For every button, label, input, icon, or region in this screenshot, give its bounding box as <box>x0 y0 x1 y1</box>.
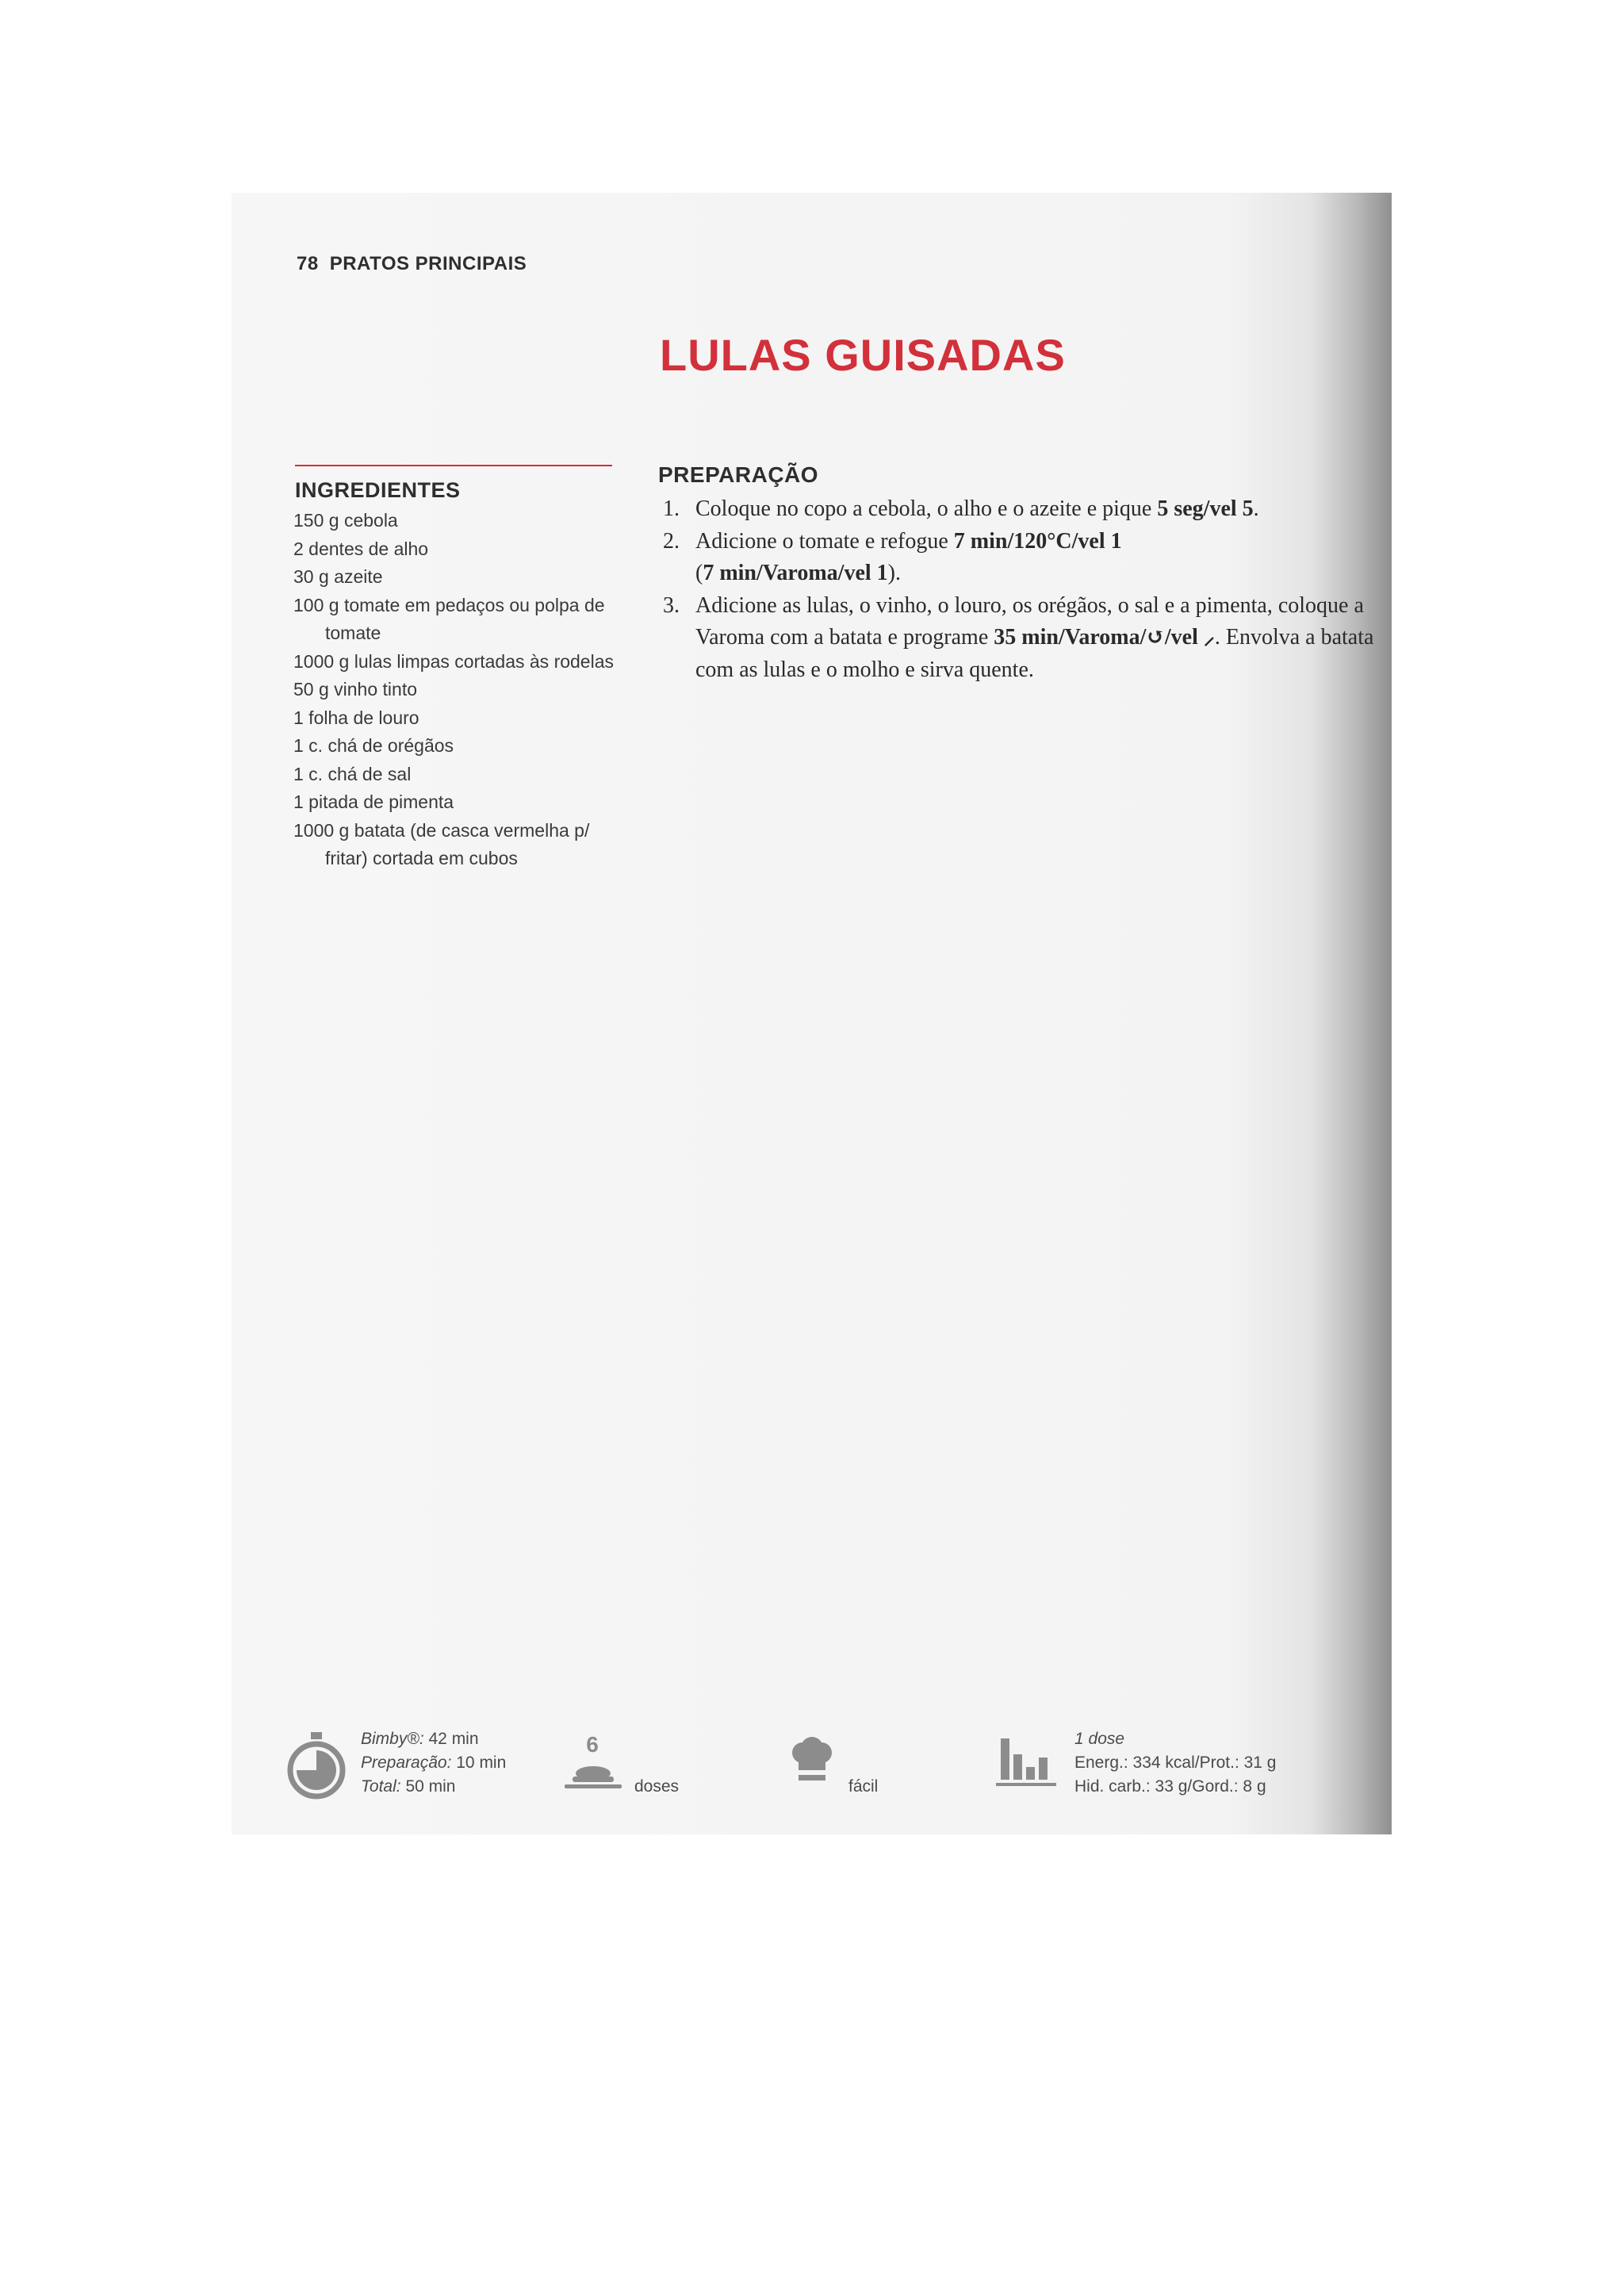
nutrition-line: Energ.: 334 kcal/Prot.: 31 g <box>1074 1754 1277 1772</box>
step-number: 3. <box>663 592 680 618</box>
timer-icon <box>287 1732 346 1804</box>
book-page <box>232 193 1392 1834</box>
step-text: Coloque no copo a cebola, o alho e o azeite e pique <box>695 496 1158 521</box>
ingredient-item: 1000 g lulas limpas cortadas às rodelas <box>293 650 615 672</box>
ingredients-heading: INGREDIENTES <box>295 478 461 502</box>
recipe-title: LULAS GUISADAS <box>660 330 1066 380</box>
ingredient-item: 30 g azeite <box>293 566 383 587</box>
step-number: 1. <box>663 496 680 521</box>
step-setting: 7 min/120°C/vel 1 <box>953 528 1122 554</box>
step-item <box>663 526 1377 590</box>
prep-time: 10 min <box>456 1754 507 1772</box>
total-time: 50 min <box>405 1777 456 1796</box>
step-setting: 35 min/Varoma/↺/vel ⸝ <box>994 625 1215 650</box>
step-text: . <box>1253 496 1259 521</box>
recipe-footer <box>232 1727 1392 1815</box>
ingredient-item: 1 c. chá de sal <box>293 763 412 784</box>
difficulty-label: fácil <box>848 1777 879 1796</box>
time-info <box>361 1727 506 1799</box>
step-item <box>663 493 1377 526</box>
step-text: ( <box>695 561 703 585</box>
step-number: 2. <box>663 528 680 554</box>
step-text: Adicione as lulas, o vinho, o louro, os orégãos, o sal e a pimenta, coloque a Varoma com a batata e programe <box>695 592 1364 650</box>
preparation-heading: PREPARAÇÃO <box>658 462 819 487</box>
section-title: PRATOS PRINCIPAIS <box>329 253 527 274</box>
ingredients-divider <box>295 465 612 466</box>
chef-hat-icon <box>788 1737 836 1790</box>
step-text: . Envolva a batata com as lulas e o molho e sirva quente. <box>695 625 1374 682</box>
prep-label: Preparação: <box>361 1754 452 1772</box>
bimby-time: 42 min <box>428 1730 479 1748</box>
step-setting: 5 seg/vel 5 <box>1157 496 1254 521</box>
step-setting: 7 min/Varoma/vel 1 <box>703 561 888 585</box>
step-item <box>663 590 1377 687</box>
nutrition-line: Hid. carb.: 33 g/Gord.: 8 g <box>1074 1777 1266 1796</box>
ingredient-item: 50 g vinho tinto <box>293 679 418 700</box>
servings-count: 6 <box>586 1732 599 1757</box>
dose-label: 1 dose <box>1074 1730 1125 1748</box>
servings-label: doses <box>634 1777 680 1796</box>
ingredient-item: 1000 g batata (de casca vermelha p/ fritar) cortada em cubos <box>293 819 590 868</box>
nutrition-info <box>1074 1727 1276 1799</box>
step-text: Adicione o tomate e refogue <box>695 528 954 554</box>
ingredients-list <box>293 507 626 873</box>
total-label: Total: <box>361 1777 401 1796</box>
ingredient-item: 150 g cebola <box>293 510 398 531</box>
nutrition-chart-icon <box>996 1737 1056 1792</box>
page-header <box>297 253 527 275</box>
page-number: 78 <box>297 253 319 274</box>
bimby-label: Bimby®: <box>361 1730 424 1748</box>
preparation-steps <box>663 493 1377 686</box>
step-text: ). <box>887 561 901 585</box>
ingredient-item: 100 g tomate em pedaços ou polpa de tomate <box>293 594 605 643</box>
ingredient-item: 1 pitada de pimenta <box>293 792 454 812</box>
ingredient-item: 1 folha de louro <box>293 707 419 728</box>
dish-icon <box>563 1761 623 1796</box>
ingredient-item: 2 dentes de alho <box>293 538 429 559</box>
ingredient-item: 1 c. chá de orégãos <box>293 735 454 756</box>
